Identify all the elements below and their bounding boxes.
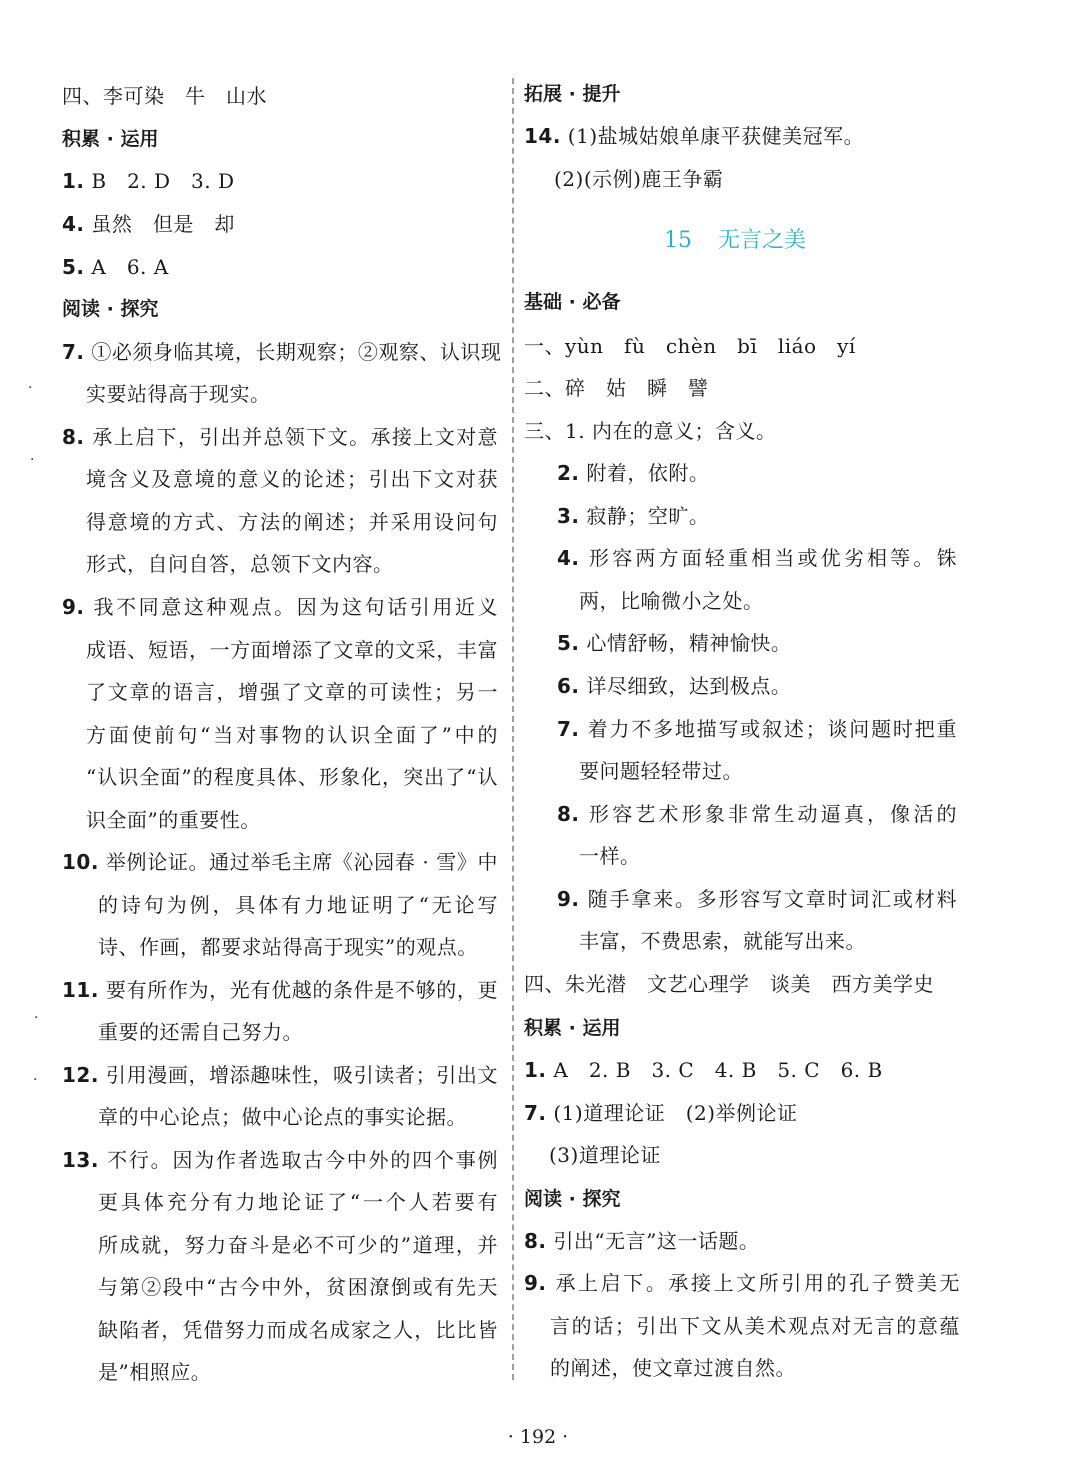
answer-line: 6. 详尽细致，达到极点。 <box>557 674 792 698</box>
lesson-title <box>664 226 806 256</box>
section-heading: 阅读 · 探究 <box>524 1188 621 1210</box>
answer-line: 一、yùn fù chèn bī liáo yí <box>524 334 856 358</box>
answer-line: 8. 承上启下，引出并总领下文。承接上文对意 <box>62 425 498 449</box>
answer-line: 三、1. 内在的意义；含义。 <box>524 419 777 443</box>
answer-line: 7. 着力不多地描写或叙述；谈问题时把重 <box>557 717 957 741</box>
answer-line: 9. 随手拿来。多形容写文章时词汇或材料 <box>557 887 957 911</box>
answer-line: 缺陷者，凭借努力而成名成家之人，比比皆 <box>98 1318 498 1342</box>
answer-line: 的阐述，使文章过渡自然。 <box>550 1356 796 1380</box>
margin-mark: · <box>33 1072 38 1088</box>
answer-line: 1. A 2. B 3. C 4. B 5. C 6. B <box>524 1058 883 1082</box>
answer-line: (3)道理论证 <box>549 1143 661 1167</box>
answer-line: 的诗句为例，具体有力地证明了“无论写 <box>98 893 498 917</box>
answer-line: 识全面”的重要性。 <box>86 808 261 832</box>
answer-line: 四、李可染 牛 山水 <box>62 84 267 108</box>
margin-mark: · <box>30 452 35 468</box>
answer-line: 重要的还需自己努力。 <box>98 1020 303 1044</box>
answer-line: 言的话；引出下文从美术观点对无言的意蕴 <box>550 1314 960 1338</box>
answer-line: 二、碎 姑 瞬 譬 <box>524 376 709 400</box>
answer-line: 成语、短语，一方面增添了文章的文采，丰富 <box>86 638 498 662</box>
margin-mark: · <box>34 1010 39 1026</box>
answer-line: 5. A 6. A <box>62 255 169 279</box>
answer-line: 2. 附着，依附。 <box>557 461 710 485</box>
answer-line: 4. 虽然 但是 却 <box>62 212 235 236</box>
answer-line: “认识全面”的程度具体、形象化，突出了“认 <box>86 765 498 789</box>
answer-line: 是”相照应。 <box>98 1360 212 1384</box>
lesson-number: 15 <box>664 228 692 253</box>
answer-line: (2)(示例)鹿王争霸 <box>554 167 724 191</box>
answer-line: 13. 不行。因为作者选取古今中外的四个事例 <box>62 1148 498 1172</box>
section-heading: 阅读 · 探究 <box>62 298 159 320</box>
answer-line: 形式，自问自答，总领下文内容。 <box>86 552 394 576</box>
answer-line: 境含义及意境的意义的论述；引出下文对获 <box>86 467 498 491</box>
answer-line: 9. 承上启下。承接上文所引用的孔子赞美无 <box>524 1271 960 1295</box>
answer-line: 5. 心情舒畅，精神愉快。 <box>557 631 792 655</box>
section-heading: 积累 · 运用 <box>524 1017 621 1039</box>
answer-line: 与第②段中“古今中外，贫困潦倒或有先天 <box>98 1275 498 1299</box>
lesson-title-text: 无言之美 <box>718 228 807 253</box>
answer-line: 14. (1)盐城姑娘单康平获健美冠军。 <box>524 124 865 148</box>
answer-line: 了文章的语言，增强了文章的可读性；另一 <box>86 680 498 704</box>
answer-line: 11. 要有所作为，光有优越的条件是不够的，更 <box>62 978 498 1002</box>
answer-line: 7. (1)道理论证 (2)举例论证 <box>524 1101 798 1125</box>
answer-line: 8. 形容艺术形象非常生动逼真，像活的 <box>557 802 957 826</box>
answer-line: 两，比喻微小之处。 <box>579 589 764 613</box>
margin-mark: · <box>28 380 33 396</box>
answer-line: 四、朱光潜 文艺心理学 谈美 西方美学史 <box>524 972 934 996</box>
answer-line: 9. 我不同意这种观点。因为这句话引用近义 <box>62 595 498 619</box>
answer-line: 所成就，努力奋斗是必不可少的”道理，并 <box>98 1233 498 1257</box>
column-divider <box>512 78 514 1380</box>
answer-line: 要问题轻轻带过。 <box>579 759 743 783</box>
answer-line: 8. 引出“无言”这一话题。 <box>524 1229 760 1253</box>
page-number: · 192 · <box>507 1426 569 1448</box>
answer-line: 得意境的方式、方法的阐述；并采用设问句 <box>86 510 498 534</box>
section-heading: 基础 · 必备 <box>524 291 621 313</box>
answer-line: 1. B 2. D 3. D <box>62 169 235 193</box>
section-heading: 拓展 · 提升 <box>524 83 621 105</box>
answer-line: 3. 寂静；空旷。 <box>557 504 710 528</box>
answer-line: 更具体充分有力地论证了“一个人若要有 <box>98 1190 498 1214</box>
answer-line: 4. 形容两方面轻重相当或优劣相等。铢 <box>557 546 957 570</box>
answer-line: 7. ①必须身临其境，长期观察；②观察、认识现 <box>62 340 502 364</box>
answer-line: 丰富，不费思索，就能写出来。 <box>579 929 866 953</box>
answer-line: 章的中心论点；做中心论点的事实论据。 <box>98 1105 467 1129</box>
answer-line: 诗、作画，都要求站得高于现实”的观点。 <box>98 935 478 959</box>
answer-line: 实要站得高于现实。 <box>86 382 271 406</box>
answer-line: 方面使前句“当对事物的认识全面了”中的 <box>86 723 498 747</box>
answer-line: 12. 引用漫画，增添趣味性，吸引读者；引出文 <box>62 1063 498 1087</box>
answer-line: 一样。 <box>579 844 641 868</box>
answer-line: 10. 举例论证。通过举毛主席《沁园春 · 雪》中 <box>62 850 498 874</box>
section-heading: 积累 · 运用 <box>62 128 159 150</box>
